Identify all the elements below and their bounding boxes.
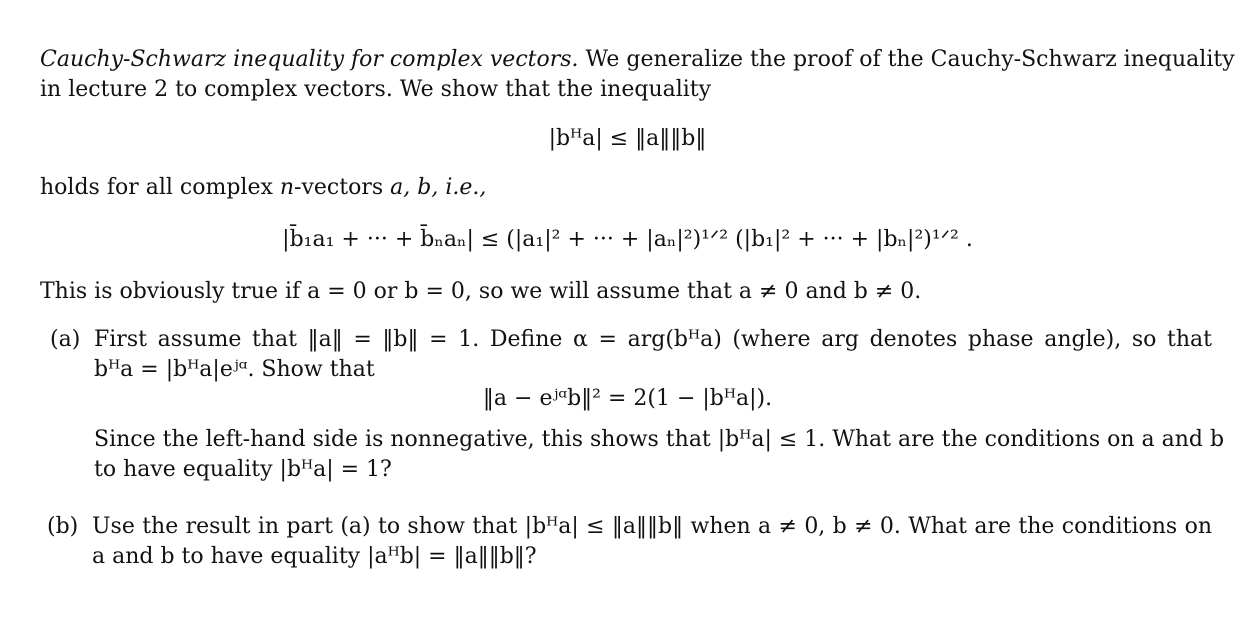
intro-text-1: We generalize the proof of the Cauchy-Schwarz inequality — [578, 47, 1235, 72]
part-a-label: (a) — [50, 327, 81, 352]
intro-line-2: in lecture 2 to complex vectors. We show that the inequality — [40, 77, 712, 102]
trivial-case-line: This is obviously true if a = 0 or b = 0, so we will assume that a ≠ 0 and b ≠ 0. — [40, 279, 922, 304]
inequality-equation: |bᴴa| ≤ ‖a‖‖b‖ — [548, 126, 707, 151]
intro-line-1 — [40, 45, 1235, 75]
holds-line — [40, 173, 1212, 203]
part-a-line-1: First assume that ‖a‖ = ‖b‖ = 1. Define α = arg(bᴴa) (where arg denotes phase angle), so that — [94, 327, 1212, 352]
part-a-line-3: Since the left-hand side is nonnegative, this shows that |bᴴa| ≤ 1. What are the conditions on a and b — [94, 427, 1225, 452]
part-b-line-1: Use the result in part (a) to show that |bᴴa| ≤ ‖a‖‖b‖ when a ≠ 0, b ≠ 0. What are the conditions on — [92, 514, 1212, 539]
n-variable: n — [279, 175, 295, 200]
expanded-inequality: |b̄₁a₁ + ··· + b̄ₙaₙ| ≤ (|a₁|² + ··· + |aₙ|²)¹ᐟ² (|b₁|² + ··· + |bₙ|²)¹ᐟ² . — [282, 227, 973, 252]
part-b-line-2: a and b to have equality |aᴴb| = ‖a‖‖b‖? — [92, 544, 537, 569]
holds-prefix: holds for all complex — [40, 175, 280, 200]
part-a-line-2: bᴴa = |bᴴa|eʲᵅ. Show that — [94, 357, 375, 382]
vector-variables: a, b, — [390, 175, 446, 200]
holds-middle: -vectors — [294, 175, 391, 200]
part-a-line-4: to have equality |bᴴa| = 1? — [94, 457, 392, 482]
part-b-label: (b) — [47, 514, 79, 539]
exercise-title: Cauchy-Schwarz inequality for complex vectors. — [40, 47, 579, 72]
part-a-equation: ‖a − eʲᵅb‖² = 2(1 − |bᴴa|). — [482, 386, 773, 411]
ie-text: i.e., — [445, 175, 487, 200]
